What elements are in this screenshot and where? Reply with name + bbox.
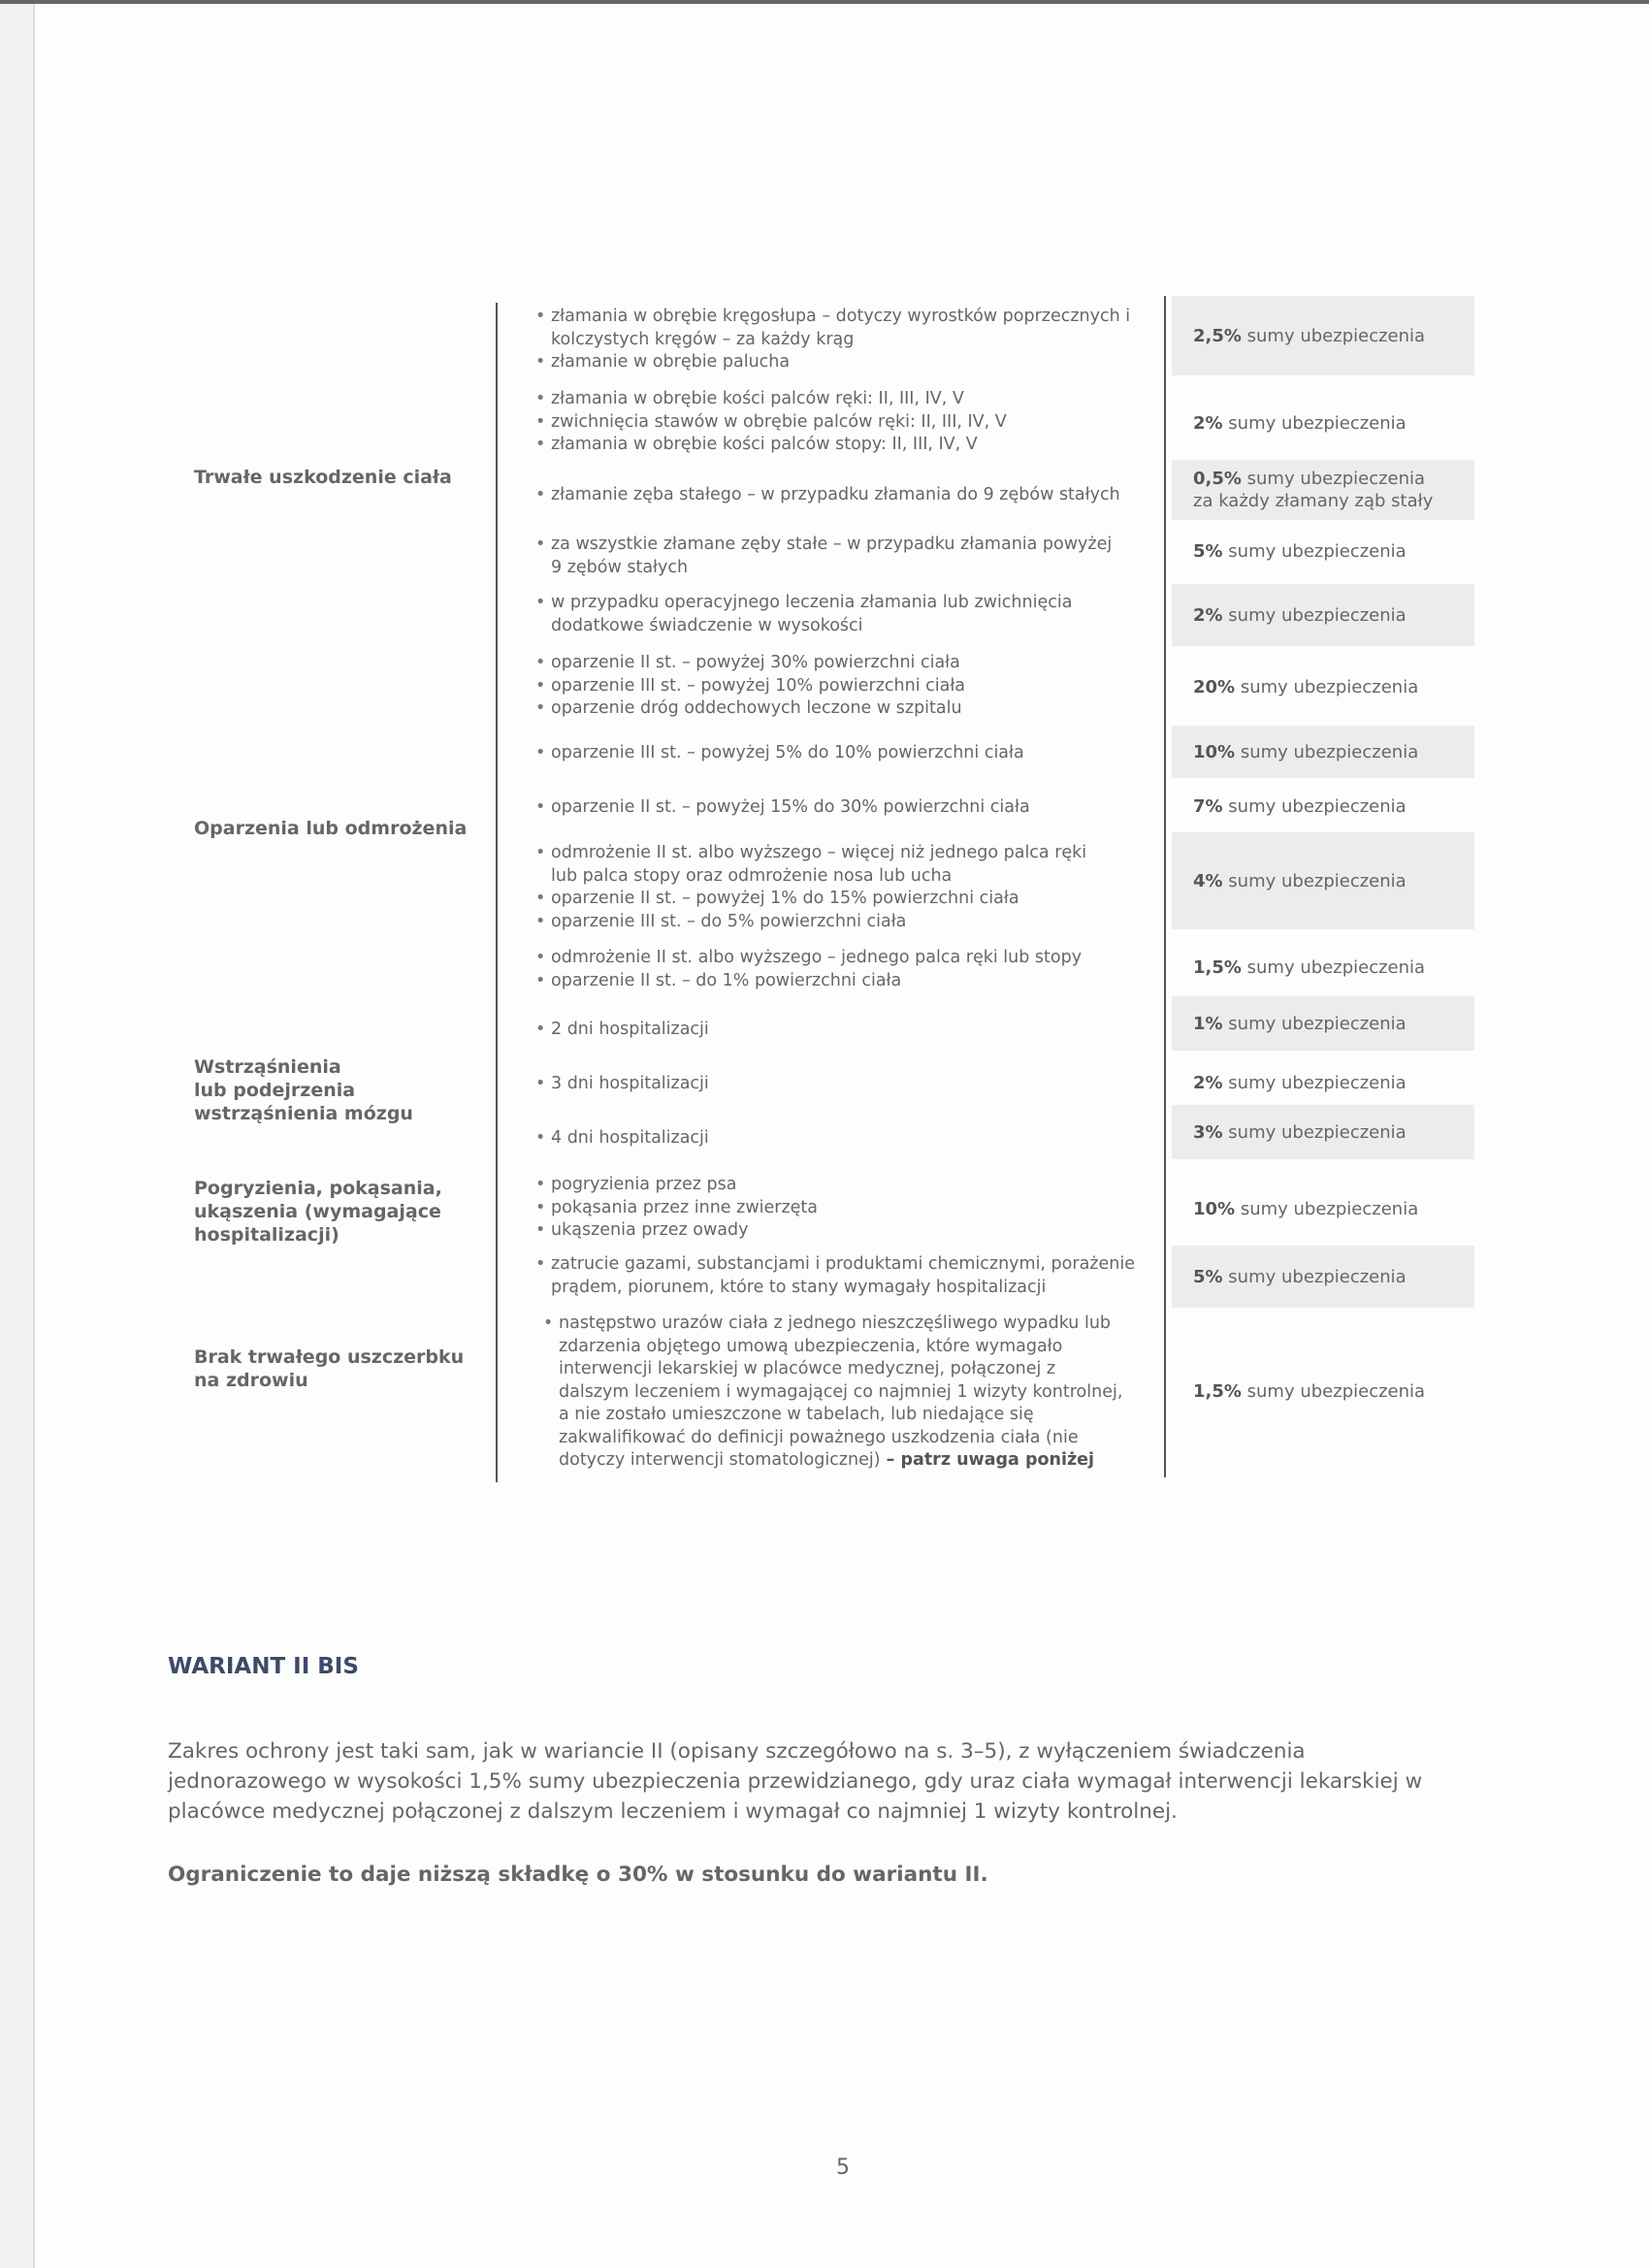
list-item: • pokąsania przez inne zwierzęta [535, 1197, 1166, 1220]
table-row [504, 1312, 1474, 1475]
table-row [504, 1073, 1474, 1102]
table-row [504, 652, 1474, 722]
table-row [504, 1174, 1474, 1244]
list-item: • złamanie w obrębie palucha [535, 351, 1166, 374]
list-item: • złamania w obrębie kości palców ręki: II, III, IV, V [535, 388, 1166, 411]
value-cell: 3% sumy ubezpieczenia [1172, 1105, 1474, 1159]
table-row [504, 1121, 1474, 1156]
list-item: • zatrucie gazami, substancjami i produktami chemicznymi, porażenie prądem, piorunem, które to stany wymagały hospitalizacji [535, 1253, 1137, 1299]
value-cell: 7% sumy ubezpieczenia [1193, 795, 1406, 817]
category-no-permanent-damage: Brak trwałego uszczerbku na zdrowiu [194, 1346, 465, 1391]
table-row [504, 469, 1474, 536]
table-row [504, 947, 1474, 993]
list-item: • oparzenie III st. – powyżej 5% do 10% powierzchni ciała [535, 742, 1166, 765]
value-cell: 20% sumy ubezpieczenia [1193, 676, 1419, 697]
list-item: • złamania w obrębie kości palców stopy: II, III, IV, V [535, 434, 1166, 457]
list-item: • 3 dni hospitalizacji [535, 1073, 1166, 1096]
table-row [504, 1013, 1474, 1048]
value-cell: 10% sumy ubezpieczenia [1172, 726, 1474, 778]
list-item: • pogryzienia przez psa [535, 1174, 1166, 1197]
list-item: • za wszystkie złamane zęby stałe – w przypadku złamania powyżej 9 zębów stałych [535, 534, 1117, 579]
value-cell: 1,5% sumy ubezpieczenia [1193, 1380, 1426, 1402]
list-item: • oparzenie II st. – powyżej 30% powierzchni ciała [535, 652, 1166, 675]
value-cell: 2% sumy ubezpieczenia [1193, 412, 1406, 434]
list-item: • w przypadku operacyjnego leczenia złamania lub zwichnięcia dodatkowe świadczenie w wysokości [535, 592, 1079, 637]
value-cell: 10% sumy ubezpieczenia [1193, 1198, 1419, 1219]
value-cell: 5% sumy ubezpieczenia [1193, 540, 1406, 562]
value-cell: 2% sumy ubezpieczenia [1193, 1072, 1406, 1093]
list-item: • oparzenie dróg oddechowych leczone w szpitalu [535, 697, 1166, 721]
category-concussion: Wstrząśnienia lub podejrzenia wstrząśnienia mózgu [194, 1056, 413, 1124]
page-number: 5 [836, 2155, 850, 2180]
table-row [504, 742, 1474, 771]
value-cell: 1,5% sumy ubezpieczenia [1193, 956, 1426, 978]
value-cell: 1% sumy ubezpieczenia [1172, 996, 1474, 1051]
table-row [504, 388, 1474, 458]
list-item: • odmrożenie II st. albo wyższego – jednego palca ręki lub stopy [535, 947, 1166, 970]
section-note: Ograniczenie to daje niższą składkę o 30% w stosunku do wariantu II. [168, 1863, 988, 1887]
list-item: • odmrożenie II st. albo wyższego – więcej niż jednego palca ręki lub palca stopy oraz odmrożenie nosa lub ucha [535, 842, 1117, 888]
table-row [504, 592, 1474, 638]
table-divider-left [496, 303, 498, 1482]
value-cell: 0,5% sumy ubezpieczenia za każdy złamany ząb stały [1172, 460, 1474, 520]
category-bites: Pogryzienia, pokąsania, ukąszenia (wymagające hospitalizacji) [194, 1178, 442, 1246]
category-permanent-injury: Trwałe uszkodzenie ciała [194, 467, 452, 488]
value-cell: 5% sumy ubezpieczenia [1172, 1246, 1474, 1308]
category-burns-frostbite: Oparzenia lub odmrożenia [194, 818, 468, 839]
list-item: • złamania w obrębie kręgosłupa – dotyczy wyrostków poprzecznych i kolczystych kręgów – za każdy krąg [535, 306, 1166, 351]
list-item: • złamanie zęba stałego – w przypadku złamania do 9 zębów stałych [535, 484, 1166, 507]
list-item: • oparzenie III st. – do 5% powierzchni ciała [535, 911, 1166, 934]
list-item: • oparzenie II st. – do 1% powierzchni ciała [535, 970, 1166, 993]
value-cell: 2,5% sumy ubezpieczenia [1172, 296, 1474, 375]
value-cell: 4% sumy ubezpieczenia [1172, 832, 1474, 929]
list-item: • następstwo urazów ciała z jednego nieszczęśliwego wypadku lub zdarzenia objętego umową ubezpieczenia, które wymagało interwencji lekarskiej w placówce medycznej, połączonej z dalszym leczeniem i wymagającej co najmniej 1 wizyty kontrolnej, a nie zostało umieszczone w tabelach, lub niedające się zakwalifikować do definicji poważnego uszkodzenia ciała (nie dotyczy interwencji stomatologicznej) – patrz uwaga poniżej [543, 1312, 1125, 1473]
section-title: WARIANT II BIS [168, 1654, 359, 1679]
table-row [504, 534, 1474, 580]
table-row [504, 306, 1474, 375]
list-item: • oparzenie II st. – powyżej 1% do 15% powierzchni ciała [535, 888, 1166, 911]
table-row [504, 1253, 1474, 1300]
list-item: • 4 dni hospitalizacji [535, 1127, 1166, 1150]
section-paragraph: Zakres ochrony jest taki sam, jak w wariancie II (opisany szczegółowo na s. 3–5), z wyłączeniem świadczenia jednorazowego w wysokości 1,5% sumy ubezpieczenia przewidzianego, gdy uraz ciała wymagał interwencji lekarskiej w placówce medycznej połączonej z dalszym leczeniem i wymagał co najmniej 1 wizyty kontrolnej. [168, 1739, 1423, 1824]
value-cell: 2% sumy ubezpieczenia [1172, 584, 1474, 646]
list-item: • ukąszenia przez owady [535, 1219, 1166, 1243]
list-item: • 2 dni hospitalizacji [535, 1019, 1166, 1042]
list-item: • oparzenie II st. – powyżej 15% do 30% powierzchni ciała [535, 796, 1166, 820]
table-row [504, 796, 1474, 826]
table-row [504, 842, 1474, 935]
list-item: • oparzenie III st. – powyżej 10% powierzchni ciała [535, 675, 1166, 698]
list-item: • zwichnięcia stawów w obrębie palców ręki: II, III, IV, V [535, 411, 1166, 435]
